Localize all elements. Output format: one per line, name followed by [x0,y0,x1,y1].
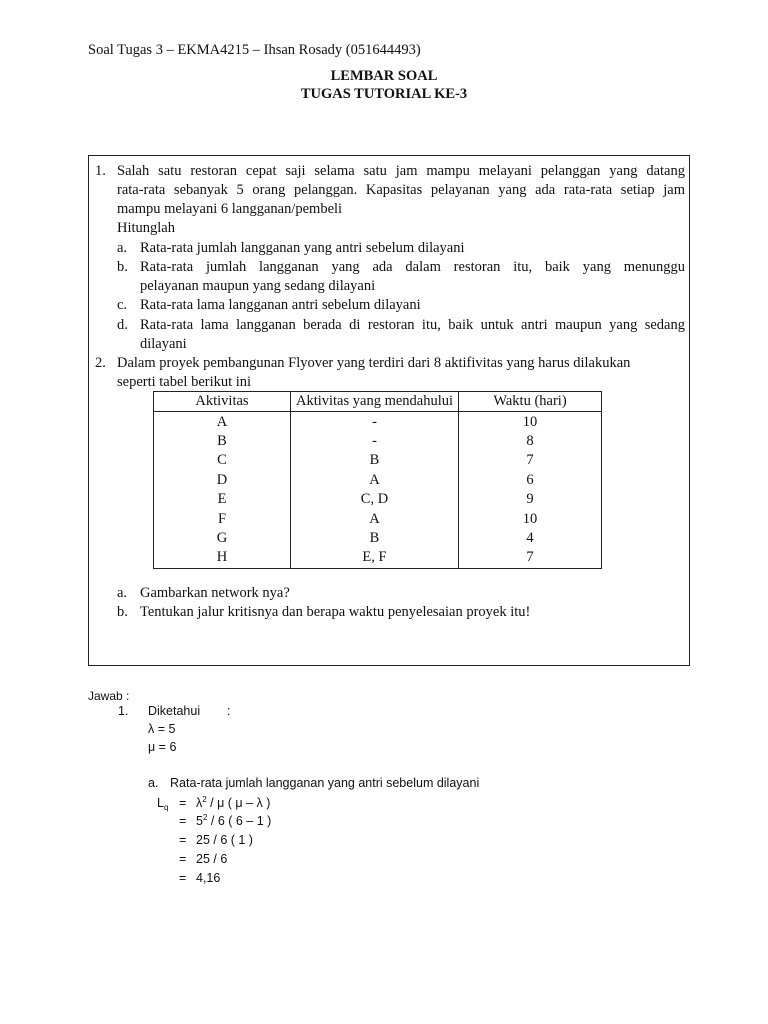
formula-step: 25 / 6 [196,852,228,866]
item-text: Rata-rata lama langganan berada di restoran itu, baik untuk antri maupun yang sedang [140,317,685,333]
table-cell: - [291,412,459,432]
item-marker: a. [117,585,128,601]
lq-base: L [157,796,164,810]
step-rest: / μ ( μ – λ ) [206,796,271,810]
item-text: Rata-rata jumlah langganan yang antri sebelum dilayani [140,240,465,256]
table-cell: - [291,432,459,451]
answer-number: 1. [118,704,129,718]
equals-sign: = [179,852,187,866]
table-cell: G [154,529,291,548]
table-cell: E, F [291,548,459,568]
step-exponent: 2 [202,813,208,822]
step-rest: / 6 ( 6 – 1 ) [207,814,272,828]
question-text: Dalam proyek pembangunan Flyover yang terdiri dari 8 aktifivitas yang harus dilakukan [117,355,631,371]
formula-step [196,794,270,813]
mu-value: μ = 6 [148,740,177,754]
item-marker: c. [117,297,128,313]
item-text: Tentukan jalur kritisnya dan berapa waktu penyelesaian proyek itu! [140,604,531,620]
question-number: 2. [95,355,106,371]
table-cell: F [154,509,291,528]
table-cell: 7 [459,548,602,568]
item-marker: a. [148,776,159,790]
table-cell: H [154,548,291,568]
table-cell: 10 [459,412,602,432]
known-label: Diketahui [148,704,201,718]
table-row [154,509,602,528]
table-cell: 10 [459,509,602,528]
lq-symbol [157,794,168,813]
table-row [154,451,602,470]
page-subtitle: TUGAS TUTORIAL KE-3 [300,86,468,102]
formula-step [196,812,271,831]
table-cell: D [154,471,291,490]
table-cell: C, D [291,490,459,509]
table-row [154,471,602,490]
item-text: Rata-rata jumlah langganan yang antri sebelum dilayani [170,776,480,790]
step-base: λ [196,796,203,810]
table-cell: 4 [459,529,602,548]
table-cell: B [154,432,291,451]
question-text: Salah satu restoran cepat saji selama satu jam mampu melayani pelanggan yang datang [117,163,685,179]
formula-step: 25 / 6 ( 1 ) [196,833,253,847]
table-cell: 6 [459,471,602,490]
item-text: Gambarkan network nya? [140,585,290,601]
table-cell: A [291,509,459,528]
equals-sign: = [179,796,187,810]
table-row [154,548,602,568]
table-header-row [154,392,602,412]
item-marker: b. [117,259,128,275]
item-text: dilayani [140,336,187,352]
table-cell: C [154,451,291,470]
item-text: Rata-rata jumlah langganan yang ada dalam restoran itu, baik yang menunggu [140,259,685,275]
table-cell: 9 [459,490,602,509]
step-exponent: 2 [202,795,207,804]
table-cell: A [291,471,459,490]
activity-table [153,391,602,569]
column-header: Waktu (hari) [459,392,602,412]
table-row [154,432,602,451]
table-cell: B [291,451,459,470]
item-marker: b. [117,604,128,620]
answer-label: Jawab : [88,689,130,703]
question-text: rata-rata sebanyak 5 orang pelanggan. Kapasitas pelayanan yang ada rata-rata setiap jam [117,182,685,198]
table-cell: 8 [459,432,602,451]
item-marker: d. [117,317,128,333]
question-text: seperti tabel berikut ini [117,374,252,390]
table-cell: 7 [459,451,602,470]
equals-sign: = [179,833,187,847]
table-row [154,529,602,548]
lambda-value: λ = 5 [148,722,176,736]
item-text: Rata-rata lama langganan antri sebelum dilayani [140,297,421,313]
item-marker: a. [117,240,128,256]
lq-subscript: q [163,803,169,812]
known-colon: : [227,704,231,718]
column-header: Aktivitas [154,392,291,412]
question-text: mampu melayani 6 langganan/pembeli [117,201,343,217]
question-number: 1. [95,163,106,179]
document-header: Soal Tugas 3 – EKMA4215 – Ihsan Rosady (051644493) [88,42,421,58]
equals-sign: = [179,814,187,828]
equals-sign: = [179,871,187,885]
table-cell: E [154,490,291,509]
question-text: Hitunglah [117,220,175,236]
table-row [154,412,602,432]
step-base: 5 [196,814,203,828]
page-title: LEMBAR SOAL [330,68,438,84]
formula-result: 4,16 [196,871,221,885]
table-cell: A [154,412,291,432]
item-text: pelayanan maupun yang sedang dilayani [140,278,376,294]
table-row [154,490,602,509]
table-cell: B [291,529,459,548]
column-header: Aktivitas yang mendahului [291,392,459,412]
